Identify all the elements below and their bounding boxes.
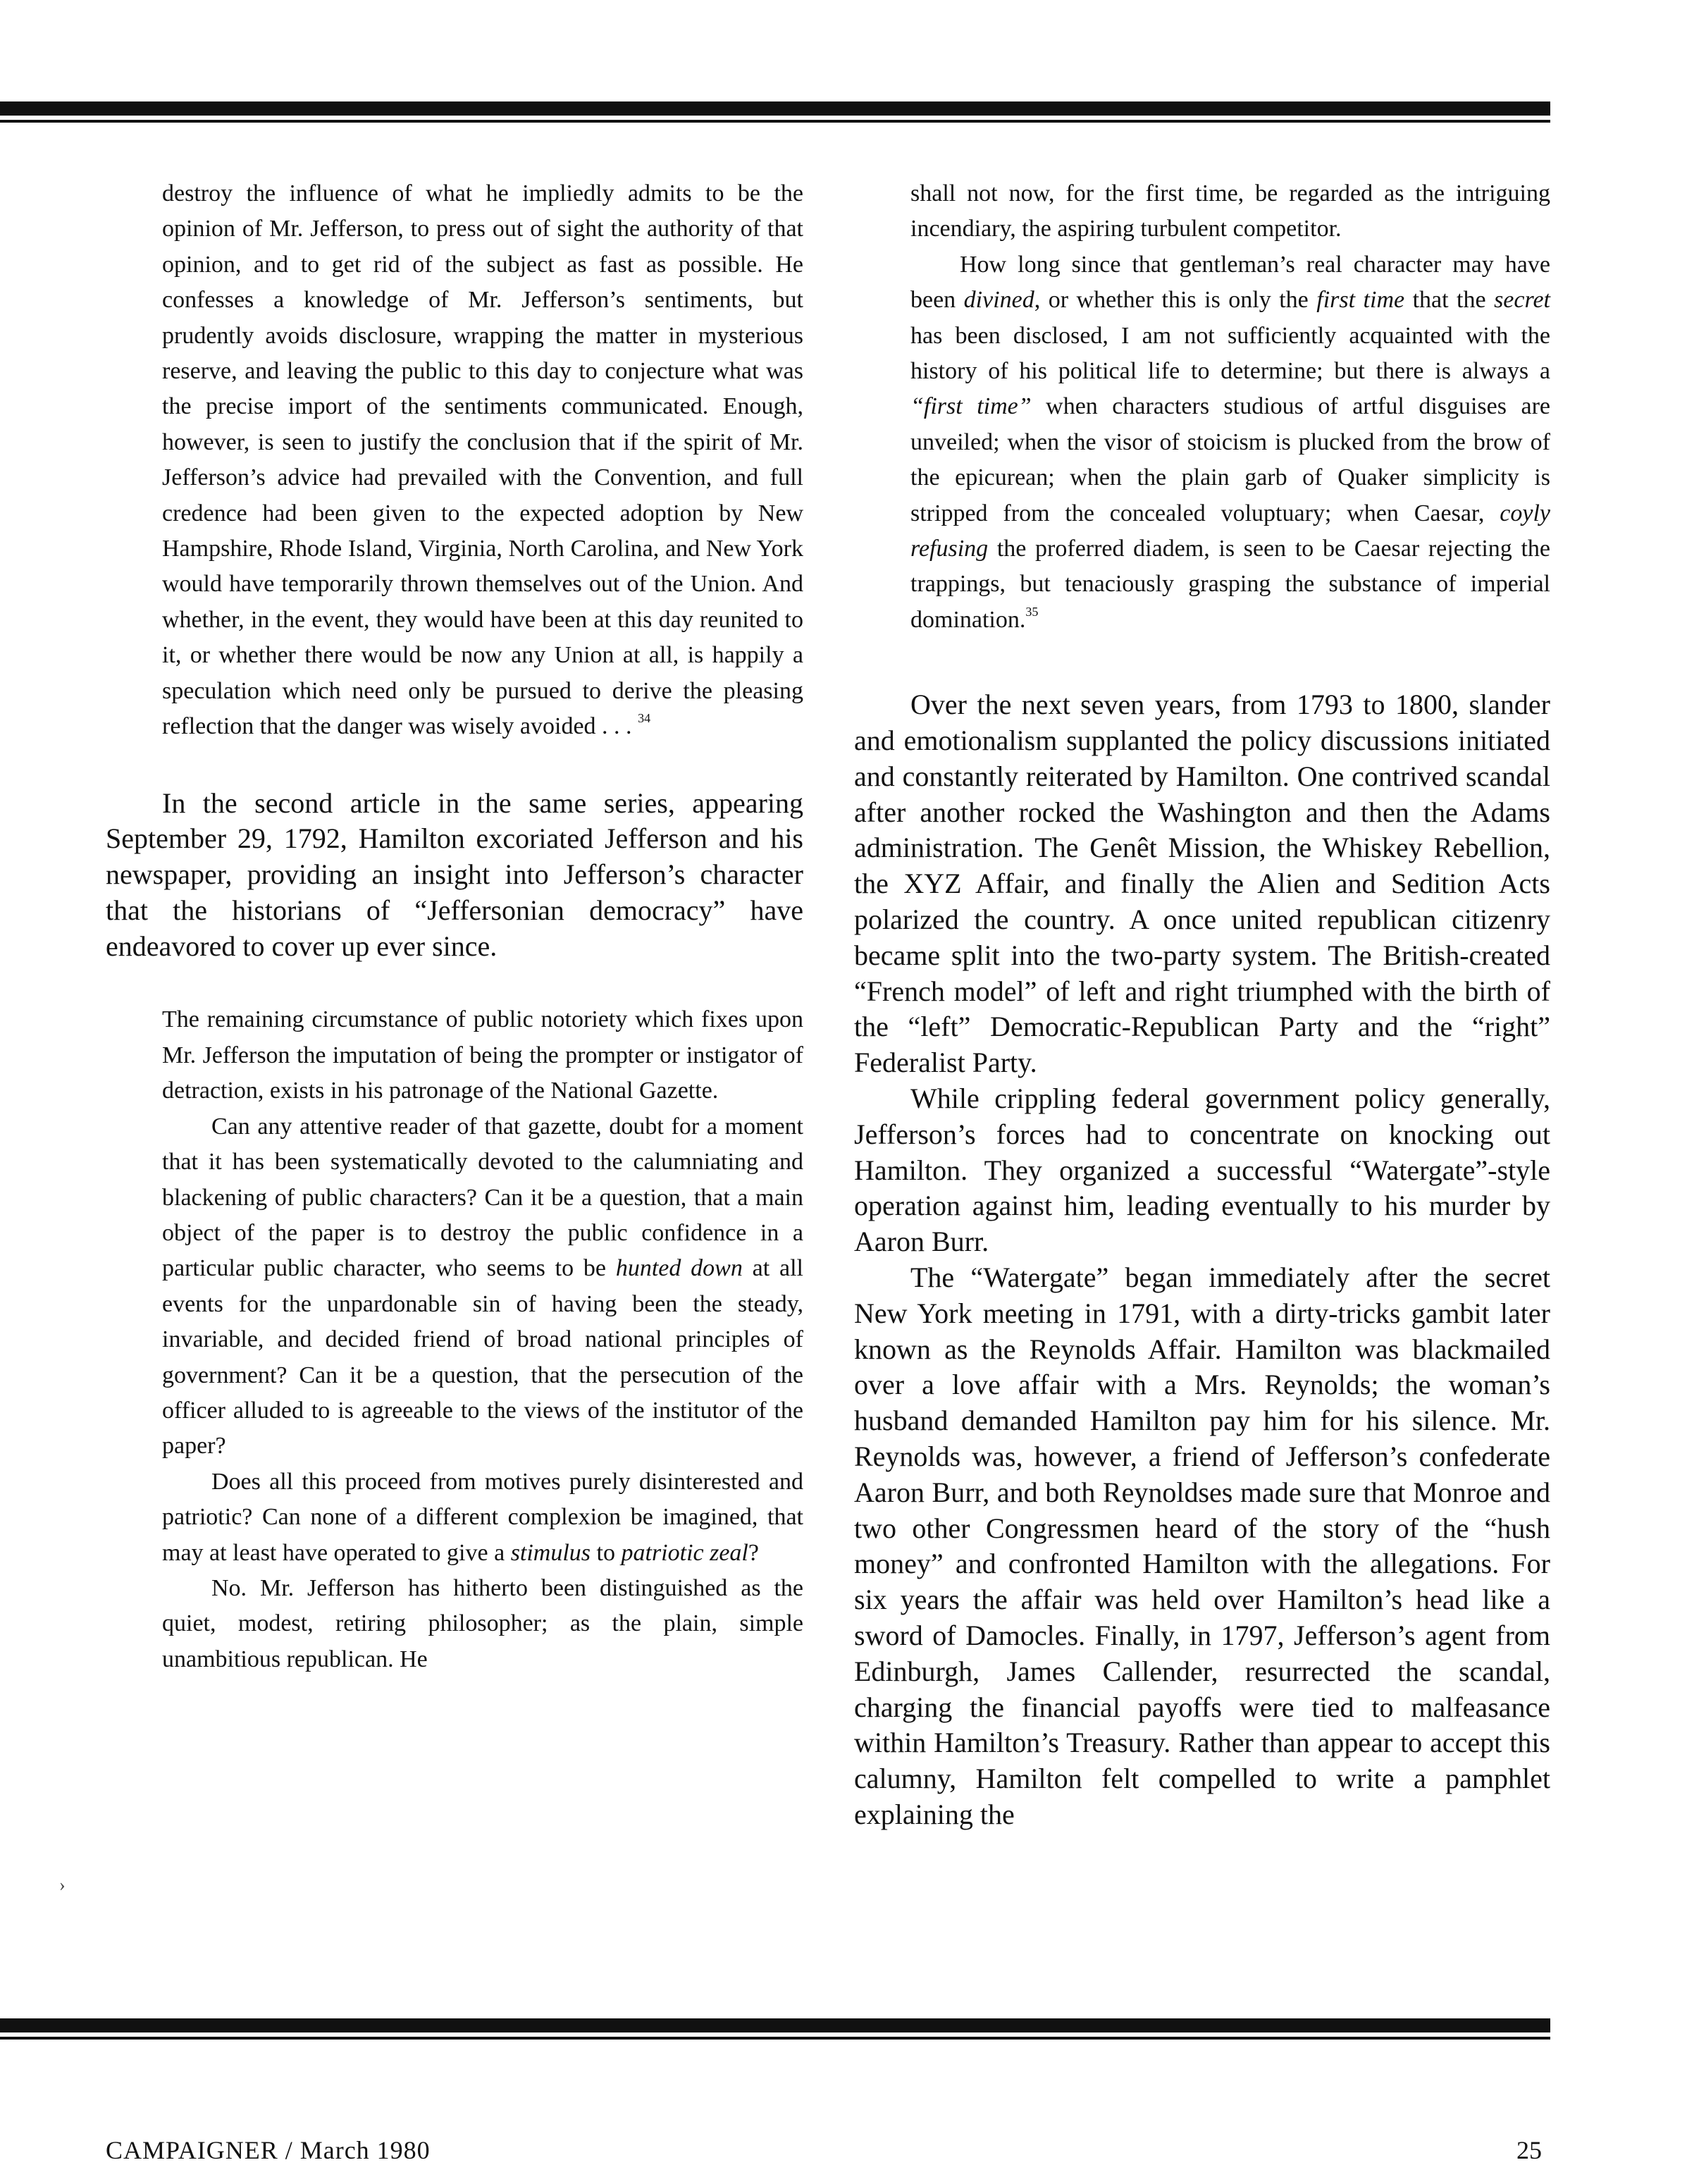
quote-text: , or whether this is only the — [1034, 287, 1317, 314]
quote-paragraph — [162, 1109, 803, 1464]
top-rule-thick — [0, 101, 1550, 116]
quote-text: Does all this proceed from motives purely disinterested and patriotic? Can none of a different complexion be imagined, that may at least have operated to give a — [162, 1468, 803, 1566]
quote-text: Can any attentive reader of that gazette, doubt for a moment that it has been systematically devoted to the calumniating and blackening of public characters? Can it be a question, that a main object of the paper is to destroy the public confidence in a particular public character, who seems to be — [162, 1113, 803, 1282]
publication-footer: CAMPAIGNER / March 1980 — [106, 2136, 431, 2164]
quote-emphasis: stimulus — [510, 1539, 591, 1566]
quote-text: How long since that gentleman’s real character may have been — [910, 251, 1550, 314]
quote-text: at all events for the unpardonable sin of having been the steady, invariable, and decided friend of broad national principles of government? Can it be a question, that the persecution of the officer alluded to is agreeable to the views of the institutor of the paper? — [162, 1255, 803, 1460]
quote-paragraph: The remaining circumstance of public notoriety which fixes upon Mr. Jefferson the imputation of being the prompter or instigator of detraction, exists in his patronage of the National Gazette. — [162, 1006, 803, 1104]
quote-paragraph — [162, 176, 803, 745]
quote-text: when characters studious of artful disguises are unveiled; when the visor of stoicism is plucked from the brow of the epicurean; when the plain garb of Quaker simplicity is stripped from the concealed voluptuary; when Caesar, — [910, 393, 1550, 526]
block-quote-3 — [854, 176, 1550, 638]
quote-text: to — [591, 1539, 622, 1566]
quote-text: destroy the influence of what he impliedly admits to be the opinion of Mr. Jefferson, to press out of sight the authority of that opinion, and to get rid of the subject as fast as possible. He confesses a knowledge of Mr. Jefferson’s sentiments, but prudently avoids disclosure, wrapping the matter in mysterious reserve, and leaving the public to this day to conjecture what was the precise import of the sentiments communicated. Enough, however, is seen to justify the conclusion that if the spirit of Mr. Jefferson’s advice had prevailed with the Convention, and full credence had been given to the expected adoption by New Hampshire, Rhode Island, Virginia, North Carolina, and New York would have temporarily thrown themselves out of the Union. And whether, in the event, they would have been at this day reunited to it, or whether there would be now any Union at all, is happily a speculation which need only be pursued to derive the pleasing reflection that the danger was wisely avoided . . . — [162, 180, 803, 740]
quote-text: has been disclosed, I am not sufficiently acquainted with the history of his political life to determine; but there is always a — [910, 322, 1550, 385]
quote-paragraph: shall not now, for the first time, be regarded as the intriguing incendiary, the aspiring turbulent competitor. — [910, 180, 1550, 242]
quote-emphasis: divined — [963, 287, 1034, 314]
quote-emphasis: first time — [1316, 287, 1405, 314]
quote-paragraph — [162, 1464, 803, 1571]
bottom-rule-thin — [0, 2037, 1550, 2040]
quote-text: ? — [748, 1539, 759, 1566]
bottom-rule-thick — [0, 2018, 1550, 2032]
quote-emphasis: patriotic zeal — [621, 1539, 748, 1566]
margin-mark: › — [59, 1875, 66, 1895]
body-text: Over the next seven years, from 1793 to 1800, slander and emotionalism supplanted the policy discussions initiated and constantly reiterated by Hamilton. One contrived scandal after another rocked the Washington and then the Adams administration. The Genêt Mission, the Whiskey Rebellion, the XYZ Affair, and finally the Alien and Sedition Acts polarized the country. A once united republican citizenry became split into the two-party system. The British-created “French model” of left and right triumphed with the birth of the “left” Democratic-Republican Party and the “right” Federalist Party. — [854, 689, 1550, 1079]
page-number: 25 — [1516, 2136, 1542, 2164]
body-text: In the second article in the same series, appearing September 29, 1792, Hamilton excoriated Jefferson and his newspaper, providing an insight into Jefferson’s character that the historians of “Jeffersonian democracy” have endeavored to cover up ever since. — [106, 786, 803, 962]
body-section-right — [854, 687, 1550, 1833]
quote-text: the proferred diadem, is seen to be Caesar rejecting the trappings, but tenaciously grasping the substance of imperial domination. — [910, 536, 1550, 633]
body-text: While crippling federal government policy generally, Jefferson’s forces had to concentrate on knocking out Hamilton. They organized a successful “Watergate”-style operation against him, leading eventually to his murder by Aaron Burr. — [854, 1082, 1550, 1258]
quote-paragraph — [910, 247, 1550, 638]
block-quote-2 — [106, 1002, 803, 1677]
footnote-ref: 34 — [638, 711, 651, 726]
footnote-ref: 35 — [1025, 604, 1039, 619]
left-column — [106, 176, 803, 1677]
body-text: The “Watergate” began immediately after the secret New York meeting in 1791, with a dirty-tricks gambit later known as the Reynolds Affair. Hamilton was blackmailed over a love affair with a Mrs. Reynolds; the woman’s husband demanded Hamilton pay him for his silence. Mr. Reynolds was, however, a friend of Jefferson’s confederate Aaron Burr, and both Reynoldses made sure that Monroe and two other Congressmen heard of the story of the “hush money” and confronted Hamilton with the allegations. For six years the affair was held over Hamilton’s head like a sword of Damocles. Finally, in 1797, Jefferson’s agent from Edinburgh, James Callender, resurrected the scandal, charging the financial payoffs were tied to malfeasance within Hamilton’s Treasury. Rather than appear to accept this calumny, Hamilton felt compelled to write a pamphlet explaining the — [854, 1261, 1550, 1830]
top-rule-thin — [0, 120, 1550, 123]
right-column — [854, 176, 1550, 1833]
quote-paragraph: No. Mr. Jefferson has hitherto been distinguished as the quiet, modest, retiring philosopher; as the plain, simple unambitious republican. He — [162, 1574, 803, 1672]
quote-emphasis: “first time” — [910, 393, 1032, 420]
body-paragraph-1 — [106, 786, 803, 965]
quote-emphasis: coyly refusing — [910, 500, 1550, 562]
quote-text: that the — [1404, 287, 1495, 314]
quote-emphasis: secret — [1494, 287, 1550, 314]
block-quote-1 — [106, 176, 803, 745]
quote-emphasis: hunted down — [615, 1255, 743, 1282]
